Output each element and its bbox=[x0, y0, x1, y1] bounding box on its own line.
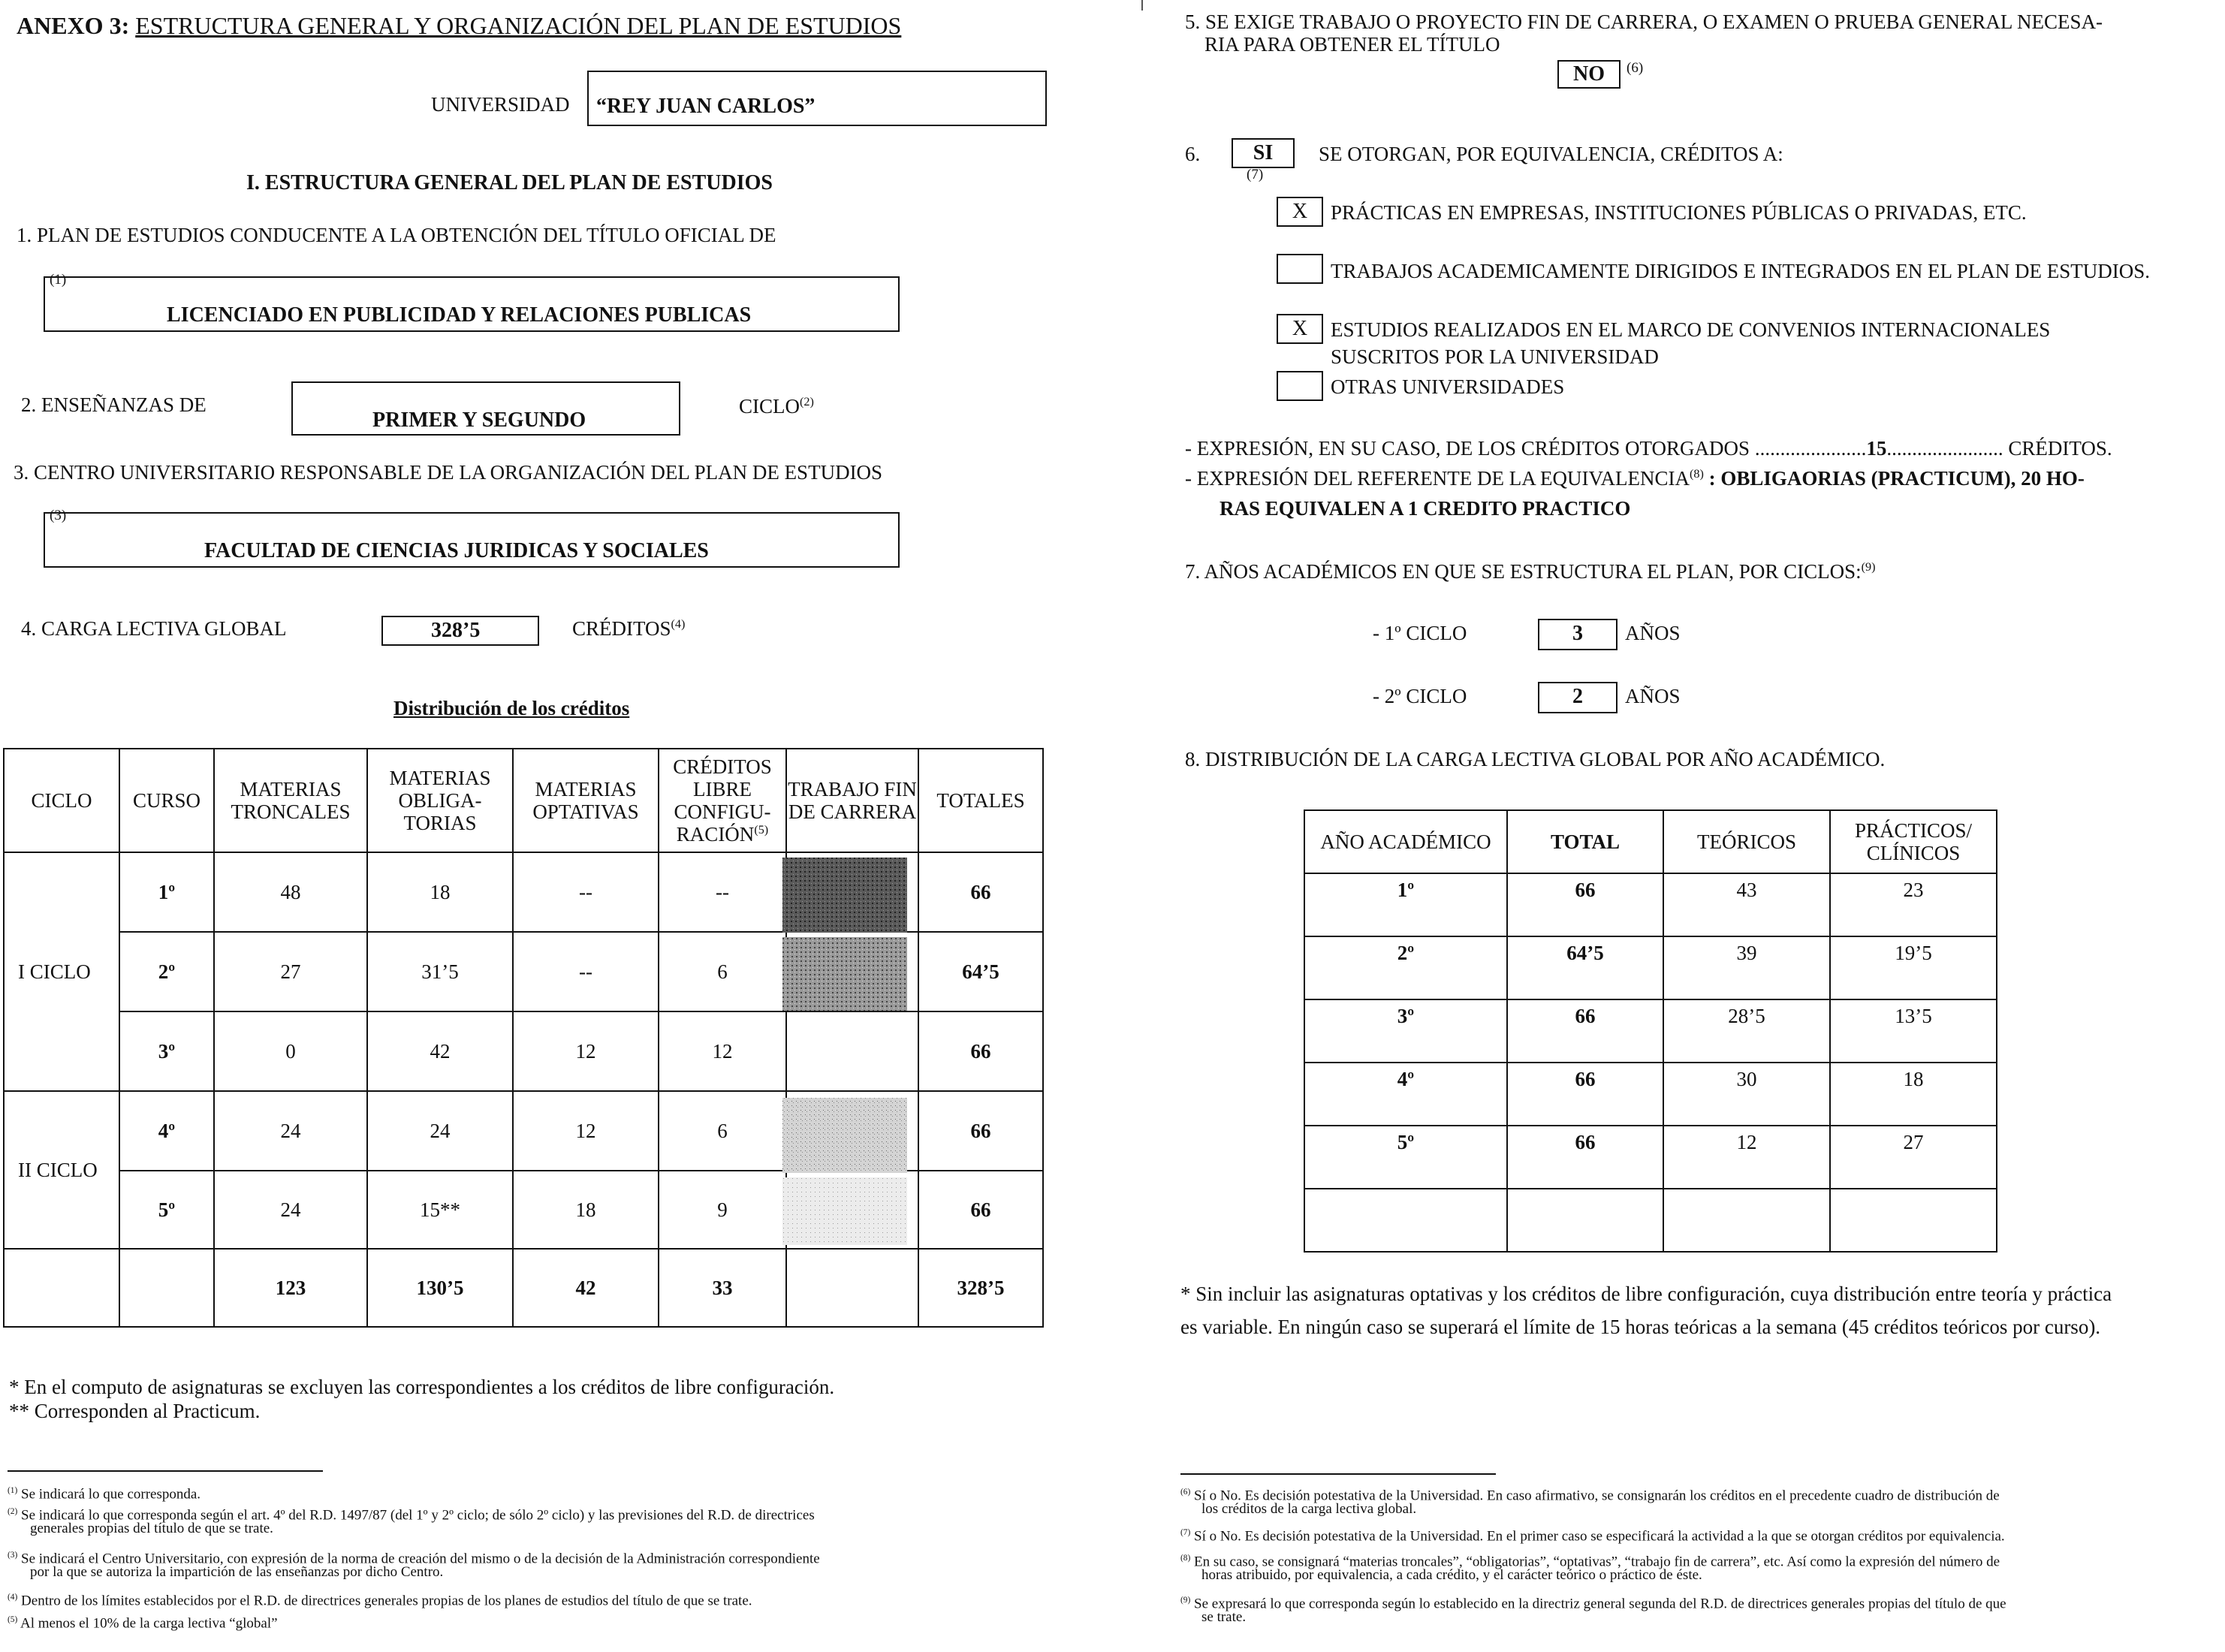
item6-note: (7) bbox=[1247, 167, 1264, 182]
item6-value-box: SI bbox=[1232, 138, 1295, 168]
teoricos-cell: 30 bbox=[1663, 1063, 1830, 1126]
troncales-total: 123 bbox=[214, 1249, 367, 1327]
footnote-9: $^{(9)}$ Se expresará lo que corresponda según lo establecido en la directriz general segunda del R.D. de directrices generales propias del título de que bbox=[1180, 1596, 2006, 1612]
footnote-separator bbox=[1180, 1473, 1496, 1475]
total-cell: 66 bbox=[918, 1011, 1043, 1091]
col-header-troncales: MATERIAS TRONCALES bbox=[214, 749, 367, 852]
total-cell: 66 bbox=[1507, 1063, 1663, 1126]
footnote-3: $^{(3)}$ Se indicará el Centro Universitario, con expresión de la norma de creación del mismo o de la decisión de la Administración correspondiente bbox=[8, 1551, 820, 1567]
annual-load-table bbox=[1304, 809, 1997, 1253]
obligatorias-cell: 15** bbox=[367, 1171, 513, 1249]
optativas-cell: -- bbox=[513, 852, 659, 932]
total-cell: 66 bbox=[918, 1171, 1043, 1249]
item7-label: 7. AÑOS ACADÉMICOS EN QUE SE ESTRUCTURA EL PLAN, POR CICLOS:$^{(9)}$ bbox=[1185, 560, 1876, 583]
item8-label: 8. DISTRIBUCIÓN DE LA CARGA LECTIVA GLOBAL POR AÑO ACADÉMICO. bbox=[1185, 748, 1886, 770]
ciclo1-label: - 1º CICLO bbox=[1373, 622, 1467, 644]
troncales-cell: 27 bbox=[214, 932, 367, 1011]
curso-cell: 1º bbox=[119, 852, 214, 932]
credits-suffix: CRÉDITOS$^{(4)}$ bbox=[572, 617, 686, 640]
expr-credits-line: - EXPRESIÓN, EN SU CASO, DE LOS CRÉDITOS OTORGADOS ......................15....................... CRÉDITOS. bbox=[1185, 437, 2112, 460]
col-header-curso: CURSO bbox=[119, 749, 214, 852]
troncales-cell: 24 bbox=[214, 1171, 367, 1249]
checkbox-otras[interactable] bbox=[1277, 371, 1323, 401]
practicos-cell: 19’5 bbox=[1830, 936, 1997, 999]
libre-total: 33 bbox=[659, 1249, 786, 1327]
empty-cell bbox=[4, 1249, 119, 1327]
totals-row bbox=[4, 1249, 1043, 1327]
optativas-cell: 12 bbox=[513, 1011, 659, 1091]
troncales-cell: 48 bbox=[214, 852, 367, 932]
item2-label: 2. ENSEÑANZAS DE bbox=[21, 393, 207, 416]
obligatorias-cell: 18 bbox=[367, 852, 513, 932]
col-header-libre-config: CRÉDITOS LIBRE CONFIGU-RACIÓN$^{(5)}$ bbox=[659, 749, 786, 852]
footnote-8-cont: horas atribuido, por equivalencia, a cada crédito, y el carácter teórico o práctico de éste. bbox=[1201, 1567, 1702, 1583]
item3-label: 3. CENTRO UNIVERSITARIO RESPONSABLE DE LA ORGANIZACIÓN DEL PLAN DE ESTUDIOS bbox=[14, 461, 883, 484]
table-row bbox=[1304, 1126, 1997, 1189]
teoricos-cell: 12 bbox=[1663, 1126, 1830, 1189]
footnote-1: $^{(1)}$ Se indicará lo que corresponda. bbox=[8, 1486, 201, 1503]
year-cell: 2º bbox=[1304, 936, 1507, 999]
total-cell: 66 bbox=[918, 1091, 1043, 1171]
ciclo-1-label: I CICLO bbox=[4, 852, 119, 1091]
libre-cell: 12 bbox=[659, 1011, 786, 1091]
libre-cell: -- bbox=[659, 852, 786, 932]
optativas-cell: -- bbox=[513, 932, 659, 1011]
item5-value-box: NO bbox=[1557, 60, 1621, 89]
footnote-8: $^{(8)}$ En su caso, se consignará “materias troncales”, “obligatorias”, “optativas”, “trabajo fin de carrera”, etc. Así como la expresión del número de bbox=[1180, 1554, 2000, 1570]
practicos-cell: 18 bbox=[1830, 1063, 1997, 1126]
libre-cell: 6 bbox=[659, 932, 786, 1011]
practicos-cell: 23 bbox=[1830, 873, 1997, 936]
item5-line1: 5. SE EXIGE TRABAJO O PROYECTO FIN DE CARRERA, O EXAMEN O PRUEBA GENERAL NECESA- bbox=[1185, 11, 2103, 33]
table-row bbox=[1304, 936, 1997, 999]
year-cell: 1º bbox=[1304, 873, 1507, 936]
table-row bbox=[1304, 999, 1997, 1063]
total-cell: 66 bbox=[1507, 1126, 1663, 1189]
university-value: “REY JUAN CARLOS” bbox=[596, 95, 816, 118]
footnote-9-cont: se trate. bbox=[1201, 1609, 1247, 1625]
footnote-4: $^{(4)}$ Dentro de los límites establecidos por el R.D. de directrices generales propias de los planes de estudios del título de que se trate. bbox=[8, 1593, 752, 1609]
footnote-separator bbox=[8, 1470, 323, 1472]
col-header-obligatorias: MATERIAS OBLIGA-TORIAS bbox=[367, 749, 513, 852]
col-header-ano: AÑO ACADÉMICO bbox=[1304, 810, 1507, 873]
note-star: * En el computo de asignaturas se excluyen las correspondientes a los créditos de libre configuración. bbox=[9, 1376, 835, 1398]
practicos-cell bbox=[1830, 1189, 1997, 1252]
footnote-3-cont: por la que se autoriza la impartición de las enseñanzas por dicho Centro. bbox=[30, 1564, 444, 1580]
credits-value: 328’5 bbox=[431, 619, 481, 642]
ciclo1-years-label: AÑOS bbox=[1625, 622, 1681, 644]
total-cell: 64’5 bbox=[1507, 936, 1663, 999]
col-header-optativas: MATERIAS OPTATIVAS bbox=[513, 749, 659, 852]
checkbox-convenios-label2: SUSCRITOS POR LA UNIVERSIDAD bbox=[1331, 345, 1659, 368]
teoricos-cell: 39 bbox=[1663, 936, 1830, 999]
troncales-cell: 0 bbox=[214, 1011, 367, 1091]
item5-sup: (6) bbox=[1627, 60, 1644, 76]
annex-label: ANEXO 3: bbox=[17, 12, 130, 39]
section-heading: I. ESTRUCTURA GENERAL DEL PLAN DE ESTUDIOS bbox=[246, 171, 773, 194]
total-cell bbox=[1507, 1189, 1663, 1252]
col-header-ciclo: CICLO bbox=[4, 749, 119, 852]
col-header-practicos: PRÁCTICOS/ CLÍNICOS bbox=[1830, 810, 1997, 873]
total-cell: 66 bbox=[918, 852, 1043, 932]
footnote-2-cont: generales propias del título de que se trate. bbox=[30, 1521, 273, 1536]
ciclo2-years-box: 2 bbox=[1538, 682, 1617, 713]
practicos-cell: 27 bbox=[1830, 1126, 1997, 1189]
footnote-2: $^{(2)}$ Se indicará lo que corresponda según el art. 4º del R.D. 1497/87 (del 1º y 2º ciclo; de sólo 2º ciclo) y las previsiones del R.D. de directrices bbox=[8, 1507, 815, 1524]
cycles-suffix: CICLO$^{(2)}$ bbox=[739, 395, 814, 418]
table-row-empty bbox=[1304, 1189, 1997, 1252]
checkbox-trabajos-label: TRABAJOS ACADEMICAMENTE DIRIGIDOS E INTEGRADOS EN EL PLAN DE ESTUDIOS. bbox=[1331, 260, 2150, 282]
teoricos-cell: 43 bbox=[1663, 873, 1830, 936]
curso-cell: 5º bbox=[119, 1171, 214, 1249]
curso-cell: 3º bbox=[119, 1011, 214, 1091]
empty-cell bbox=[786, 1249, 918, 1327]
ciclo-2-label: II CICLO bbox=[4, 1091, 119, 1249]
table-row bbox=[1304, 873, 1997, 936]
col-header-teoricos: TEÓRICOS bbox=[1663, 810, 1830, 873]
optativas-cell: 18 bbox=[513, 1171, 659, 1249]
total-cell: 66 bbox=[1507, 999, 1663, 1063]
empty-cell bbox=[119, 1249, 214, 1327]
ciclo2-years-label: AÑOS bbox=[1625, 685, 1681, 707]
year-cell: 5º bbox=[1304, 1126, 1507, 1189]
footnote-6-cont: los créditos de la carga lectiva global. bbox=[1201, 1501, 1417, 1517]
footnote-5: $^{(5)}$ Al menos el 10% de la carga lectiva “global” bbox=[8, 1615, 278, 1632]
libre-cell: 9 bbox=[659, 1171, 786, 1249]
annex-title: ESTRUCTURA GENERAL Y ORGANIZACIÓN DEL PLAN DE ESTUDIOS bbox=[135, 12, 902, 39]
title-box-note: (1) bbox=[50, 272, 67, 288]
center-box-note: (3) bbox=[50, 508, 67, 523]
page-title bbox=[17, 12, 901, 40]
cycles-value: PRIMER Y SEGUNDO bbox=[372, 408, 586, 432]
item1-label: 1. PLAN DE ESTUDIOS CONDUCENTE A LA OBTENCIÓN DEL TÍTULO OFICIAL DE bbox=[17, 224, 776, 246]
page-gutter-mark bbox=[1141, 0, 1143, 11]
optativas-total: 42 bbox=[513, 1249, 659, 1327]
obligatorias-cell: 42 bbox=[367, 1011, 513, 1091]
col-header-total: TOTAL bbox=[1507, 810, 1663, 873]
col-header-totales: TOTALES bbox=[918, 749, 1043, 852]
checkbox-practicas-label: PRÁCTICAS EN EMPRESAS, INSTITUCIONES PÚBLICAS O PRIVADAS, ETC. bbox=[1331, 201, 2027, 224]
shading-texture bbox=[781, 856, 909, 1247]
year-cell: 4º bbox=[1304, 1063, 1507, 1126]
checkbox-convenios-label: ESTUDIOS REALIZADOS EN EL MARCO DE CONVENIOS INTERNACIONALES bbox=[1331, 318, 2051, 341]
item4-label: 4. CARGA LECTIVA GLOBAL bbox=[21, 617, 287, 640]
expr-reference-line2: RAS EQUIVALEN A 1 CREDITO PRACTICO bbox=[1220, 497, 1631, 520]
table-row bbox=[1304, 1063, 1997, 1126]
item6-num: 6. bbox=[1185, 143, 1201, 165]
checkbox-trabajos[interactable] bbox=[1277, 254, 1323, 284]
checkbox-otras-label: OTRAS UNIVERSIDADES bbox=[1331, 375, 1565, 398]
troncales-cell: 24 bbox=[214, 1091, 367, 1171]
obligatorias-total: 130’5 bbox=[367, 1249, 513, 1327]
curso-cell: 2º bbox=[119, 932, 214, 1011]
curso-cell: 4º bbox=[119, 1091, 214, 1171]
col-header-trabajo-fin: TRABAJO FIN DE CARRERA bbox=[786, 749, 918, 852]
year-cell bbox=[1304, 1189, 1507, 1252]
checkbox-convenios[interactable]: X bbox=[1277, 314, 1323, 344]
distribution-title: Distribución de los créditos bbox=[393, 697, 630, 719]
footnote-6: $^{(6)}$ Sí o No. Es decisión potestativa de la Universidad. En caso afirmativo, se consignarán los créditos en el precedente cuadro de distribución de bbox=[1180, 1488, 2000, 1504]
teoricos-cell bbox=[1663, 1189, 1830, 1252]
item6-label: SE OTORGAN, POR EQUIVALENCIA, CRÉDITOS A: bbox=[1319, 143, 1783, 165]
note-double-star: ** Corresponden al Practicum. bbox=[9, 1400, 261, 1422]
teoricos-cell: 28’5 bbox=[1663, 999, 1830, 1063]
center-value: FACULTAD DE CIENCIAS JURIDICAS Y SOCIALES bbox=[204, 539, 709, 562]
obligatorias-cell: 24 bbox=[367, 1091, 513, 1171]
checkbox-practicas[interactable]: X bbox=[1277, 197, 1323, 227]
practicos-cell: 13’5 bbox=[1830, 999, 1997, 1063]
year-cell: 3º bbox=[1304, 999, 1507, 1063]
ciclo2-label: - 2º CICLO bbox=[1373, 685, 1467, 707]
right-note-line2: es variable. En ningún caso se superará el límite de 15 horas teóricas a la semana (45 créditos teóricos por curso). bbox=[1180, 1316, 2101, 1338]
obligatorias-cell: 31’5 bbox=[367, 932, 513, 1011]
degree-title: LICENCIADO EN PUBLICIDAD Y RELACIONES PUBLICAS bbox=[167, 303, 752, 327]
university-label: UNIVERSIDAD bbox=[431, 93, 570, 116]
footnote-7: $^{(7)}$ Sí o No. Es decisión potestativa de la Universidad. En el primer caso se especificará la actividad a la que se otorgan créditos por equivalencia. bbox=[1180, 1528, 2005, 1545]
right-note-line1: * Sin incluir las asignaturas optativas y los créditos de libre configuración, cuya distribución entre teoría y práctica bbox=[1180, 1283, 2112, 1305]
total-cell: 66 bbox=[1507, 873, 1663, 936]
libre-cell: 6 bbox=[659, 1091, 786, 1171]
item5-line2: RIA PARA OBTENER EL TÍTULO bbox=[1204, 33, 1500, 56]
expr-reference-line: - EXPRESIÓN DEL REFERENTE DE LA EQUIVALENCIA$^{(8)}$ : OBLIGAORIAS (PRACTICUM), 20 HO- bbox=[1185, 467, 2085, 490]
grand-total: 328’5 bbox=[918, 1249, 1043, 1327]
optativas-cell: 12 bbox=[513, 1091, 659, 1171]
ciclo1-years-box: 3 bbox=[1538, 619, 1617, 650]
total-cell: 64’5 bbox=[918, 932, 1043, 1011]
